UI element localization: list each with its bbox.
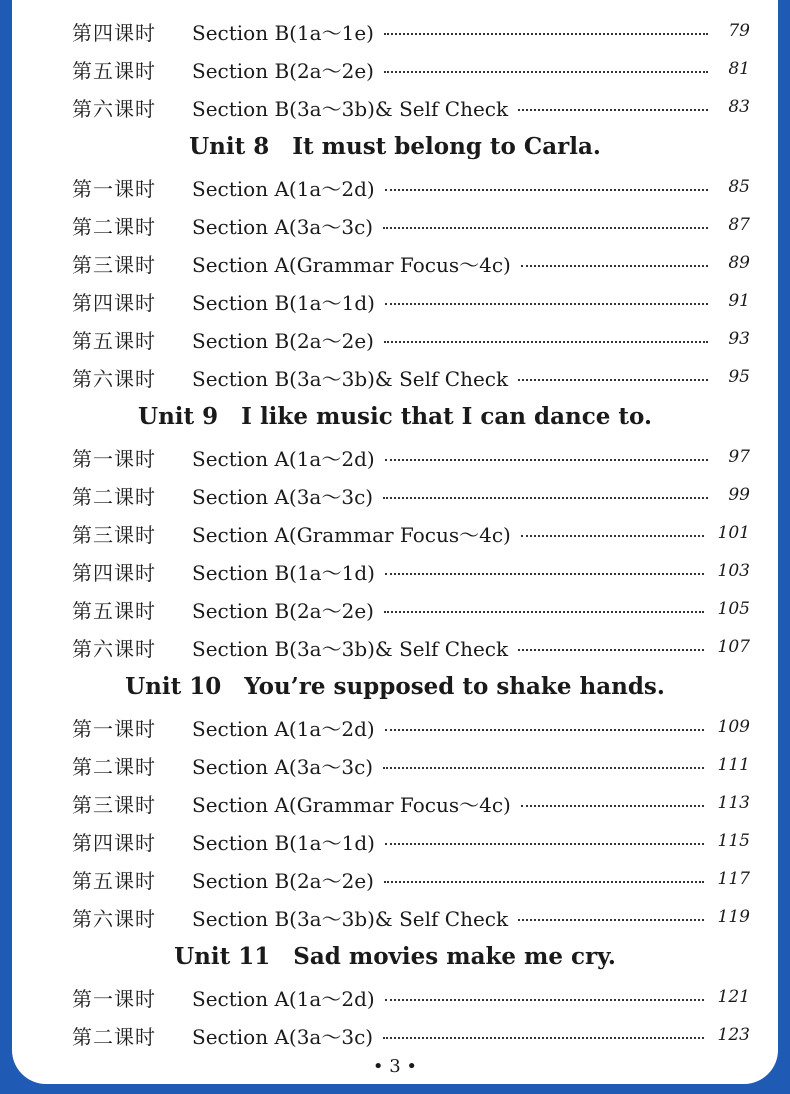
toc-entry[interactable]: [72, 322, 750, 356]
dot-leader: [384, 341, 708, 343]
page-number: 81: [728, 59, 750, 79]
section-title: Section A(1a～2d): [192, 986, 375, 1011]
toc-entry[interactable]: [72, 90, 750, 124]
dot-leader: [385, 843, 704, 845]
section-title: Section A(3a～3c): [192, 214, 374, 239]
lesson-label: 第一课时: [72, 716, 156, 741]
dot-leader: [518, 109, 708, 111]
page-number: 109: [717, 717, 750, 737]
page-number: 97: [728, 447, 750, 467]
toc-entry[interactable]: [72, 440, 750, 474]
toc-entry[interactable]: [72, 554, 750, 588]
section-title: Section A(1a～2d): [192, 446, 375, 471]
unit-heading: Unit 9 I like music that I can dance to.: [138, 403, 652, 430]
lesson-label: 第六课时: [72, 366, 156, 391]
toc-entry[interactable]: [72, 980, 750, 1014]
dot-leader: [384, 611, 704, 613]
page-number: 87: [728, 215, 750, 235]
page-number: 105: [717, 599, 750, 619]
page-number: 83: [728, 97, 750, 117]
dot-leader: [518, 379, 708, 381]
dot-leader: [385, 729, 704, 731]
section-title: Section B(3a～3b)& Self Check: [192, 96, 509, 121]
dot-leader: [385, 459, 708, 461]
dot-leader: [521, 805, 704, 807]
toc-entry[interactable]: [72, 284, 750, 318]
section-title: Section B(1a～1d): [192, 830, 375, 855]
lesson-label: 第四课时: [72, 830, 156, 855]
dot-leader: [383, 227, 708, 229]
section-title: Section B(1a～1d): [192, 290, 375, 315]
lesson-label: 第四课时: [72, 560, 156, 585]
dot-leader: [384, 71, 708, 73]
dot-leader: [518, 919, 703, 921]
dot-leader: [521, 265, 708, 267]
page-number: 111: [717, 755, 750, 775]
lesson-label: 第五课时: [72, 598, 156, 623]
section-title: Section B(1a～1d): [192, 560, 375, 585]
lesson-label: 第二课时: [72, 484, 156, 509]
lesson-label: 第二课时: [72, 214, 156, 239]
section-title: Section B(2a～2e): [192, 328, 374, 353]
page-number: 113: [717, 793, 750, 813]
lesson-label: 第五课时: [72, 58, 156, 83]
toc-entry[interactable]: [72, 516, 750, 550]
dot-leader: [385, 189, 708, 191]
page-number: 85: [728, 177, 750, 197]
toc-entry[interactable]: [72, 1018, 750, 1052]
toc-entry[interactable]: [72, 710, 750, 744]
page-number: 89: [728, 253, 750, 273]
section-title: Section A(1a～2d): [192, 176, 375, 201]
toc-entry[interactable]: [72, 592, 750, 626]
toc-entry[interactable]: [72, 208, 750, 242]
page-number: 99: [728, 485, 750, 505]
section-title: Section B(2a～2e): [192, 868, 374, 893]
dot-leader: [383, 497, 708, 499]
lesson-label: 第五课时: [72, 868, 156, 893]
lesson-label: 第三课时: [72, 522, 156, 547]
dot-leader: [385, 303, 708, 305]
toc-entry[interactable]: [72, 862, 750, 896]
dot-leader: [518, 649, 703, 651]
page-number: 103: [717, 561, 750, 581]
section-title: Section B(2a～2e): [192, 598, 374, 623]
page-footer: • 3 •: [372, 1056, 418, 1077]
lesson-label: 第六课时: [72, 906, 156, 931]
section-title: Section B(3a～3b)& Self Check: [192, 636, 509, 661]
page-number: 119: [717, 907, 750, 927]
dot-leader: [385, 573, 704, 575]
page-number: 101: [717, 523, 750, 543]
toc-entry[interactable]: [72, 52, 750, 86]
page-number: 93: [728, 329, 750, 349]
dot-leader: [383, 1037, 703, 1039]
dot-leader: [384, 881, 704, 883]
dot-leader: [521, 535, 704, 537]
section-title: Section A(Grammar Focus～4c): [192, 522, 511, 547]
lesson-label: 第三课时: [72, 792, 156, 817]
lesson-label: 第一课时: [72, 446, 156, 471]
page-number: 121: [717, 987, 750, 1007]
toc-entry[interactable]: [72, 824, 750, 858]
lesson-label: 第二课时: [72, 754, 156, 779]
unit-heading: Unit 10 You’re supposed to shake hands.: [125, 673, 665, 700]
section-title: Section B(3a～3b)& Self Check: [192, 906, 509, 931]
section-title: Section A(3a～3c): [192, 1024, 374, 1049]
lesson-label: 第四课时: [72, 20, 156, 45]
toc-entry[interactable]: [72, 786, 750, 820]
lesson-label: 第一课时: [72, 176, 156, 201]
page-number: 115: [717, 831, 750, 851]
page-number: 79: [728, 21, 750, 41]
lesson-label: 第六课时: [72, 636, 156, 661]
lesson-label: 第六课时: [72, 96, 156, 121]
toc-entry[interactable]: [72, 170, 750, 204]
dot-leader: [383, 767, 703, 769]
toc-entry[interactable]: [72, 900, 750, 934]
lesson-label: 第三课时: [72, 252, 156, 277]
page-number: 91: [728, 291, 750, 311]
toc-entry[interactable]: [72, 246, 750, 280]
toc-entry[interactable]: [72, 360, 750, 394]
page-number: 95: [728, 367, 750, 387]
lesson-label: 第四课时: [72, 290, 156, 315]
dot-leader: [384, 33, 708, 35]
lesson-label: 第五课时: [72, 328, 156, 353]
page-number: 107: [717, 637, 750, 657]
dot-leader: [385, 999, 704, 1001]
section-title: Section A(1a～2d): [192, 716, 375, 741]
page-number: 117: [717, 869, 750, 889]
section-title: Section A(Grammar Focus～4c): [192, 252, 511, 277]
toc-page: [12, 0, 778, 1084]
lesson-label: 第一课时: [72, 986, 156, 1011]
toc-entry[interactable]: [72, 478, 750, 512]
unit-heading: Unit 8 It must belong to Carla.: [189, 133, 601, 160]
section-title: Section A(Grammar Focus～4c): [192, 792, 511, 817]
toc-entry[interactable]: [72, 14, 750, 48]
section-title: Section A(3a～3c): [192, 484, 374, 509]
page-number: 123: [717, 1025, 750, 1045]
lesson-label: 第二课时: [72, 1024, 156, 1049]
toc-entry[interactable]: [72, 748, 750, 782]
section-title: Section B(1a～1e): [192, 20, 374, 45]
toc-entry[interactable]: [72, 630, 750, 664]
unit-heading: Unit 11 Sad movies make me cry.: [174, 943, 616, 970]
section-title: Section B(2a～2e): [192, 58, 374, 83]
section-title: Section A(3a～3c): [192, 754, 374, 779]
section-title: Section B(3a～3b)& Self Check: [192, 366, 509, 391]
